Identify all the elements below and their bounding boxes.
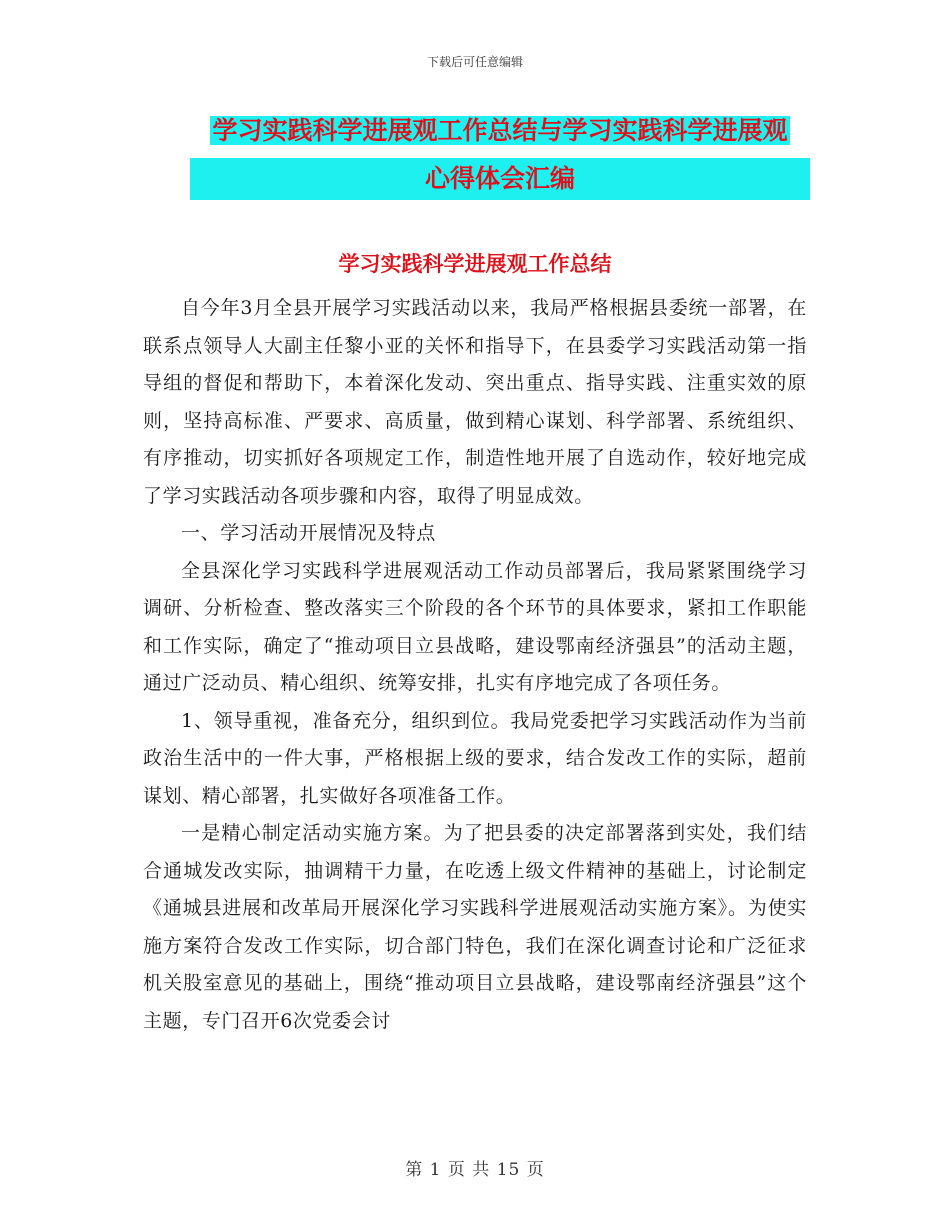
paragraph-point-1: 1、领导重视，准备充分，组织到位。我局党委把学习实践活动作为当前政治生活中的一件大事，严格根据上级的要求，结合发改工作的实际，超前谋划、精心部署，扎实做好各项准备工作。 — [143, 709, 807, 807]
paragraph-heading-1: 一、学习活动开展情况及特点 — [181, 522, 436, 544]
paragraph-overview: 全县深化学习实践科学进展观活动工作动员部署后，我局紧紧围绕学习调研、分析检查、整改落实三个阶段的各个环节的具体要求，紧扣工作职能和工作实际，确定了“推动项目立县战略，建设鄂南经济强县”的活动主题，通过广泛动员、精心组织、统筹安排，扎实有序地完成了各项任务。 — [143, 559, 807, 694]
page-header-note: 下载后可任意编辑 — [426, 55, 523, 69]
section-title: 学习实践科学进展观工作总结 — [338, 252, 612, 276]
main-title-line-2 — [190, 158, 810, 200]
document-body — [143, 290, 807, 1040]
document-main-title — [190, 110, 810, 200]
main-title-line-2-text: 心得体会汇编 — [424, 164, 575, 193]
paragraph-intro: 自今年3月全县开展学习实践活动以来，我局严格根据县委统一部署，在联系点领导人大副主任黎小亚的关怀和指导下，在县委学习实践活动第一指导组的督促和帮助下，本着深化发动、突出重点、指导实践、注重实效的原则，坚持高标准、严要求、高质量，做到精心谋划、科学部署、系统组织、有序推动，切实抓好各项规定工作，制造性地开展了自选动作，较好地完成了学习实践活动各项步骤和内容，取得了明显成效。 — [143, 297, 807, 507]
main-title-line-1: 学习实践科学进展观工作总结与学习实践科学进展观 — [212, 116, 788, 145]
paragraph-plan: 一是精心制定活动实施方案。为了把县委的决定部署落到实处，我们结合通城发改实际，抽调精干力量，在吃透上级文件精神的基础上，讨论制定《通城县进展和改革局开展深化学习实践科学进展观活动实施方案》。为使实施方案符合发改工作实际，切合部门特色，我们在深化调查讨论和广泛征求机关股室意见的基础上，围绕“推动项目立县战略，建设鄂南经济强县”这个主题，专门召开6次党委会讨 — [143, 822, 807, 1032]
page-footer: 第 1 页 共 15 页 — [405, 1160, 545, 1180]
